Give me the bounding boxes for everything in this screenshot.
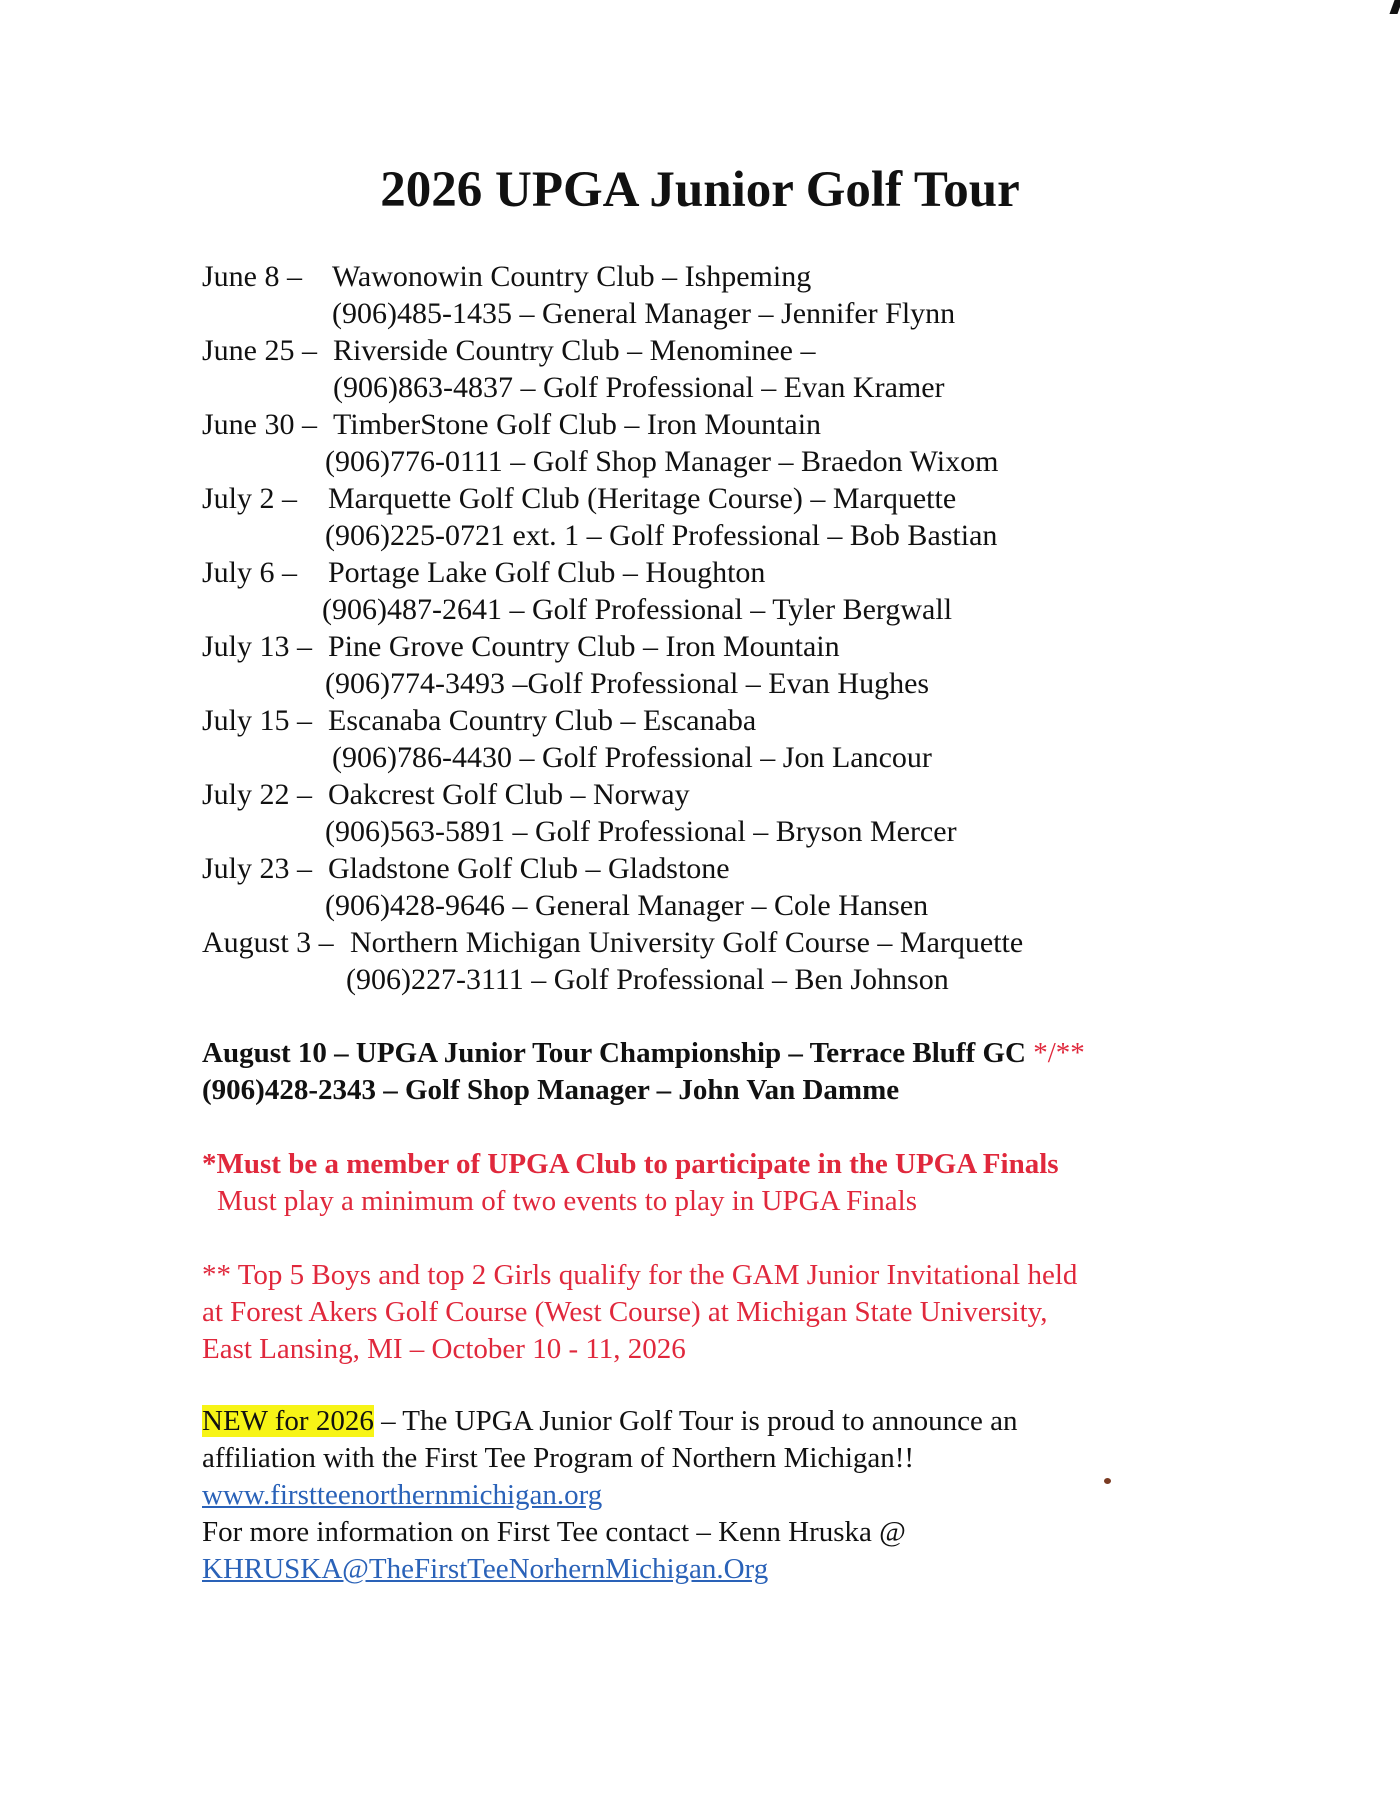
membership-note — [202, 1146, 1059, 1220]
event-contact: (906)863-4837 – Golf Professional – Evan Kramer — [333, 371, 945, 404]
contact-line: For more information on First Tee contact – Kenn Hruska @ — [202, 1516, 906, 1548]
minimum-events-note: Must play a minimum of two events to play in UPGA Finals — [217, 1185, 918, 1217]
qualification-line-3: East Lansing, MI – October 10 - 11, 2026 — [202, 1333, 686, 1365]
event-date: June 30 – — [202, 408, 317, 441]
event-date: August 3 – — [202, 926, 334, 959]
championship-block — [202, 1035, 1085, 1109]
event-contact: (906)428-9646 – General Manager – Cole Hansen — [325, 889, 929, 922]
event-date: July 13 – — [202, 630, 313, 663]
event-contact: (906)227-3111 – Golf Professional – Ben Johnson — [346, 963, 949, 996]
event-venue: Portage Lake Golf Club – Houghton — [328, 556, 766, 589]
page-title: 2026 UPGA Junior Golf Tour — [380, 162, 1020, 218]
event-entry — [202, 850, 1202, 924]
event-contact: (906)485-1435 – General Manager – Jennifer Flynn — [332, 297, 956, 330]
championship-contact: (906)428-2343 – Golf Shop Manager – John Van Damme — [202, 1074, 900, 1106]
event-venue: Gladstone Golf Club – Gladstone — [328, 852, 730, 885]
event-date: June 25 – — [202, 334, 317, 367]
event-contact: (906)225-0721 ext. 1 – Golf Professional – Bob Bastian — [325, 519, 998, 552]
event-contact: (906)776-0111 – Golf Shop Manager – Braedon Wixom — [325, 445, 999, 478]
event-contact: (906)487-2641 – Golf Professional – Tyler Bergwall — [322, 593, 953, 626]
event-contact: (906)563-5891 – Golf Professional – Bryson Mercer — [325, 815, 957, 848]
event-venue: Escanaba Country Club – Escanaba — [328, 704, 757, 737]
event-entry — [202, 776, 1202, 850]
event-date: June 8 – — [202, 260, 302, 293]
event-date: July 23 – — [202, 852, 313, 885]
announcement-line-2: affiliation with the First Tee Program of Northern Michigan!! — [202, 1442, 915, 1474]
event-entry — [202, 554, 1202, 628]
qualification-note — [202, 1257, 1077, 1368]
announcement-text: – The UPGA Junior Golf Tour is proud to announce an — [373, 1405, 1018, 1437]
scan-edge-mark — [1389, 0, 1400, 14]
event-schedule — [202, 258, 1202, 998]
event-venue: TimberStone Golf Club – Iron Mountain — [333, 408, 822, 441]
announcement-line-1 — [202, 1403, 1018, 1440]
membership-requirement: *Must be a member of UPGA Club to participate in the UPGA Finals — [202, 1148, 1059, 1180]
event-entry — [202, 258, 1202, 332]
championship-line — [202, 1035, 1085, 1072]
event-venue: Wawonowin Country Club – Ishpeming — [332, 260, 812, 293]
event-date: July 6 – — [202, 556, 298, 589]
event-entry — [202, 628, 1202, 702]
event-date: July 22 – — [202, 778, 313, 811]
event-venue: Northern Michigan University Golf Course – Marquette — [350, 926, 1024, 959]
event-contact: (906)774-3493 –Golf Professional – Evan Hughes — [325, 667, 930, 700]
new-highlight: NEW for 2026 — [202, 1405, 374, 1437]
email-link[interactable]: KHRUSKA@TheFirstTeeNorhernMichigan.Org — [202, 1553, 769, 1585]
event-venue: Marquette Golf Club (Heritage Course) – Marquette — [328, 482, 957, 515]
website-link[interactable]: www.firstteenorthernmichigan.org — [202, 1479, 603, 1511]
event-contact: (906)786-4430 – Golf Professional – Jon Lancour — [332, 741, 932, 774]
qualification-line-2: at Forest Akers Golf Course (West Course) at Michigan State University, — [202, 1296, 1048, 1328]
championship-title: August 10 – UPGA Junior Tour Championship – Terrace Bluff GC — [202, 1037, 1026, 1069]
announcement-block — [202, 1403, 1018, 1588]
event-entry — [202, 406, 1202, 480]
footnote-marker: */** — [1033, 1037, 1085, 1069]
event-entry — [202, 480, 1202, 554]
event-entry — [202, 332, 1202, 406]
qualification-line-1: ** Top 5 Boys and top 2 Girls qualify for the GAM Junior Invitational held — [202, 1259, 1078, 1291]
event-date: July 2 – — [202, 482, 298, 515]
event-entry — [202, 702, 1202, 776]
event-venue: Oakcrest Golf Club – Norway — [328, 778, 690, 811]
scan-speck — [1104, 1478, 1111, 1484]
event-entry — [202, 924, 1202, 998]
event-date: July 15 – — [202, 704, 313, 737]
event-venue: Riverside Country Club – Menominee – — [333, 334, 816, 367]
event-venue: Pine Grove Country Club – Iron Mountain — [328, 630, 840, 663]
